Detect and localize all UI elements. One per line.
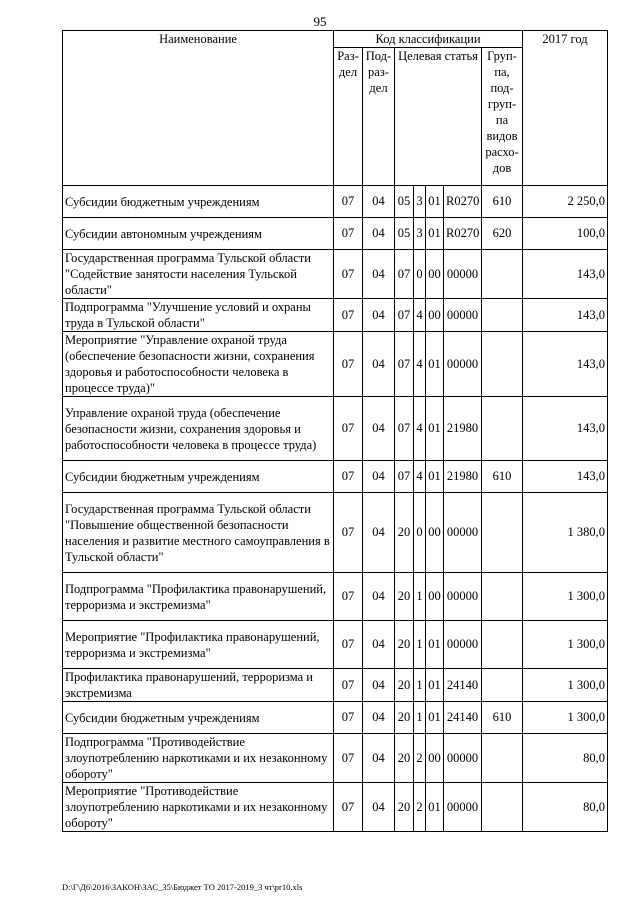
row-name: Мероприятие "Профилактика правонарушений, терроризма и экстремизма" bbox=[63, 621, 334, 669]
table-row bbox=[63, 299, 608, 332]
row-code-2: 1 bbox=[414, 621, 426, 669]
row-group bbox=[482, 250, 523, 299]
table-row bbox=[63, 493, 608, 573]
row-amount: 143,0 bbox=[523, 461, 608, 493]
row-group bbox=[482, 573, 523, 621]
row-group bbox=[482, 734, 523, 783]
row-code-3: 00 bbox=[426, 250, 444, 299]
table-row bbox=[63, 397, 608, 461]
row-code-1: 07 bbox=[395, 299, 414, 332]
row-group: 620 bbox=[482, 218, 523, 250]
row-code-1: 20 bbox=[395, 734, 414, 783]
row-name: Профилактика правонарушений, терроризма и экстремизма bbox=[63, 669, 334, 702]
row-name: Субсидии бюджетным учреждениям bbox=[63, 186, 334, 218]
table-row bbox=[63, 573, 608, 621]
row-code-3: 01 bbox=[426, 461, 444, 493]
row-amount: 1 300,0 bbox=[523, 702, 608, 734]
header-target-article: Целевая статья bbox=[395, 48, 482, 186]
table-row bbox=[63, 734, 608, 783]
row-section: 07 bbox=[334, 621, 363, 669]
row-subsection: 04 bbox=[363, 734, 395, 783]
row-code-4: 21980 bbox=[444, 461, 482, 493]
row-group: 610 bbox=[482, 702, 523, 734]
row-group bbox=[482, 621, 523, 669]
row-subsection: 04 bbox=[363, 461, 395, 493]
row-code-1: 20 bbox=[395, 621, 414, 669]
row-amount: 143,0 bbox=[523, 332, 608, 397]
row-subsection: 04 bbox=[363, 493, 395, 573]
row-code-3: 01 bbox=[426, 332, 444, 397]
row-code-1: 20 bbox=[395, 669, 414, 702]
row-section: 07 bbox=[334, 702, 363, 734]
row-amount: 143,0 bbox=[523, 397, 608, 461]
row-code-3: 01 bbox=[426, 186, 444, 218]
row-subsection: 04 bbox=[363, 332, 395, 397]
row-code-2: 1 bbox=[414, 669, 426, 702]
row-code-2: 1 bbox=[414, 702, 426, 734]
row-code-4: 00000 bbox=[444, 783, 482, 832]
row-code-1: 07 bbox=[395, 250, 414, 299]
row-code-3: 01 bbox=[426, 218, 444, 250]
row-code-2: 2 bbox=[414, 734, 426, 783]
row-code-3: 00 bbox=[426, 573, 444, 621]
table-row bbox=[63, 461, 608, 493]
row-subsection: 04 bbox=[363, 250, 395, 299]
row-code-1: 07 bbox=[395, 461, 414, 493]
header-name: Наименование bbox=[63, 31, 334, 186]
header-section: Раз-дел bbox=[334, 48, 363, 186]
row-group bbox=[482, 493, 523, 573]
header-subsection: Под-раз-дел bbox=[363, 48, 395, 186]
row-name: Управление охраной труда (обеспечение безопасности жизни, сохранения здоровья и работоспособности человека в процессе труда) bbox=[63, 397, 334, 461]
row-code-1: 07 bbox=[395, 332, 414, 397]
row-code-4: 00000 bbox=[444, 621, 482, 669]
row-subsection: 04 bbox=[363, 573, 395, 621]
row-name: Подпрограмма "Профилактика правонарушений, терроризма и экстремизма" bbox=[63, 573, 334, 621]
row-code-2: 3 bbox=[414, 218, 426, 250]
row-section: 07 bbox=[334, 218, 363, 250]
table-row bbox=[63, 783, 608, 832]
row-section: 07 bbox=[334, 186, 363, 218]
header-group: Груп-па, под-груп-па видов расхо-дов bbox=[482, 48, 523, 186]
row-group bbox=[482, 783, 523, 832]
row-code-4: 24140 bbox=[444, 669, 482, 702]
row-code-2: 2 bbox=[414, 783, 426, 832]
row-amount: 1 300,0 bbox=[523, 573, 608, 621]
row-code-4: R0270 bbox=[444, 186, 482, 218]
row-name: Субсидии бюджетным учреждениям bbox=[63, 702, 334, 734]
row-amount: 1 380,0 bbox=[523, 493, 608, 573]
row-code-3: 00 bbox=[426, 493, 444, 573]
row-subsection: 04 bbox=[363, 669, 395, 702]
row-name: Подпрограмма "Противодействие злоупотреблению наркотиками и их незаконному обороту" bbox=[63, 734, 334, 783]
row-group bbox=[482, 397, 523, 461]
row-group bbox=[482, 299, 523, 332]
row-code-4: 00000 bbox=[444, 493, 482, 573]
row-amount: 80,0 bbox=[523, 783, 608, 832]
row-code-2: 1 bbox=[414, 573, 426, 621]
row-section: 07 bbox=[334, 783, 363, 832]
table-row bbox=[63, 186, 608, 218]
row-code-3: 01 bbox=[426, 397, 444, 461]
row-subsection: 04 bbox=[363, 397, 395, 461]
row-code-4: 21980 bbox=[444, 397, 482, 461]
row-section: 07 bbox=[334, 734, 363, 783]
row-subsection: 04 bbox=[363, 783, 395, 832]
row-amount: 1 300,0 bbox=[523, 669, 608, 702]
row-code-2: 4 bbox=[414, 397, 426, 461]
table-body bbox=[63, 186, 608, 832]
row-amount: 100,0 bbox=[523, 218, 608, 250]
table-row bbox=[63, 250, 608, 299]
row-code-3: 00 bbox=[426, 299, 444, 332]
row-code-1: 20 bbox=[395, 573, 414, 621]
row-code-1: 20 bbox=[395, 493, 414, 573]
row-group bbox=[482, 332, 523, 397]
row-code-2: 4 bbox=[414, 299, 426, 332]
row-code-4: 00000 bbox=[444, 332, 482, 397]
header-row-1 bbox=[63, 31, 608, 48]
row-subsection: 04 bbox=[363, 218, 395, 250]
row-code-1: 20 bbox=[395, 783, 414, 832]
row-code-2: 0 bbox=[414, 493, 426, 573]
row-code-3: 01 bbox=[426, 669, 444, 702]
row-section: 07 bbox=[334, 250, 363, 299]
row-amount: 143,0 bbox=[523, 299, 608, 332]
row-code-4: 24140 bbox=[444, 702, 482, 734]
row-code-3: 01 bbox=[426, 621, 444, 669]
row-code-2: 4 bbox=[414, 461, 426, 493]
row-code-4: 00000 bbox=[444, 250, 482, 299]
header-year: 2017 год bbox=[523, 31, 608, 186]
budget-table bbox=[62, 30, 608, 832]
row-subsection: 04 bbox=[363, 299, 395, 332]
row-group bbox=[482, 669, 523, 702]
row-name: Мероприятие "Противодействие злоупотреблению наркотиками и их незаконному обороту" bbox=[63, 783, 334, 832]
header-code-group: Код классификации bbox=[334, 31, 523, 48]
row-amount: 80,0 bbox=[523, 734, 608, 783]
table-row bbox=[63, 218, 608, 250]
row-name: Субсидии автономным учреждениям bbox=[63, 218, 334, 250]
row-amount: 1 300,0 bbox=[523, 621, 608, 669]
row-code-4: 00000 bbox=[444, 734, 482, 783]
row-name: Государственная программа Тульской области "Повышение общественной безопасности населения и развитие местного самоуправления в Тульской области" bbox=[63, 493, 334, 573]
row-code-4: 00000 bbox=[444, 573, 482, 621]
table-row bbox=[63, 702, 608, 734]
row-name: Подпрограмма "Улучшение условий и охраны труда в Тульской области" bbox=[63, 299, 334, 332]
row-amount: 2 250,0 bbox=[523, 186, 608, 218]
row-subsection: 04 bbox=[363, 186, 395, 218]
row-code-3: 01 bbox=[426, 702, 444, 734]
row-section: 07 bbox=[334, 573, 363, 621]
row-name: Мероприятие "Управление охраной труда (обеспечение безопасности жизни, сохранения здоровья и работоспособности человека в процессе труда)" bbox=[63, 332, 334, 397]
row-code-2: 0 bbox=[414, 250, 426, 299]
row-section: 07 bbox=[334, 299, 363, 332]
table-row bbox=[63, 621, 608, 669]
row-code-4: R0270 bbox=[444, 218, 482, 250]
file-path-footer: D:\Г\Д6\2016\ЗАКОН\ЗАС_35\Бюджет ТО 2017-2019_3 чт\pr10.xls bbox=[62, 882, 303, 892]
row-name: Государственная программа Тульской области "Содействие занятости населения Тульской области" bbox=[63, 250, 334, 299]
row-section: 07 bbox=[334, 397, 363, 461]
row-code-1: 05 bbox=[395, 218, 414, 250]
row-subsection: 04 bbox=[363, 702, 395, 734]
row-name: Субсидии бюджетным учреждениям bbox=[63, 461, 334, 493]
row-code-2: 3 bbox=[414, 186, 426, 218]
table-row bbox=[63, 332, 608, 397]
row-amount: 143,0 bbox=[523, 250, 608, 299]
row-section: 07 bbox=[334, 669, 363, 702]
table-row bbox=[63, 669, 608, 702]
page-number: 95 bbox=[313, 14, 327, 29]
row-subsection: 04 bbox=[363, 621, 395, 669]
row-code-2: 4 bbox=[414, 332, 426, 397]
row-section: 07 bbox=[334, 461, 363, 493]
row-code-4: 00000 bbox=[444, 299, 482, 332]
row-code-3: 00 bbox=[426, 734, 444, 783]
row-code-1: 07 bbox=[395, 397, 414, 461]
row-code-1: 20 bbox=[395, 702, 414, 734]
row-section: 07 bbox=[334, 493, 363, 573]
row-code-1: 05 bbox=[395, 186, 414, 218]
row-code-3: 01 bbox=[426, 783, 444, 832]
row-section: 07 bbox=[334, 332, 363, 397]
row-group: 610 bbox=[482, 186, 523, 218]
row-group: 610 bbox=[482, 461, 523, 493]
